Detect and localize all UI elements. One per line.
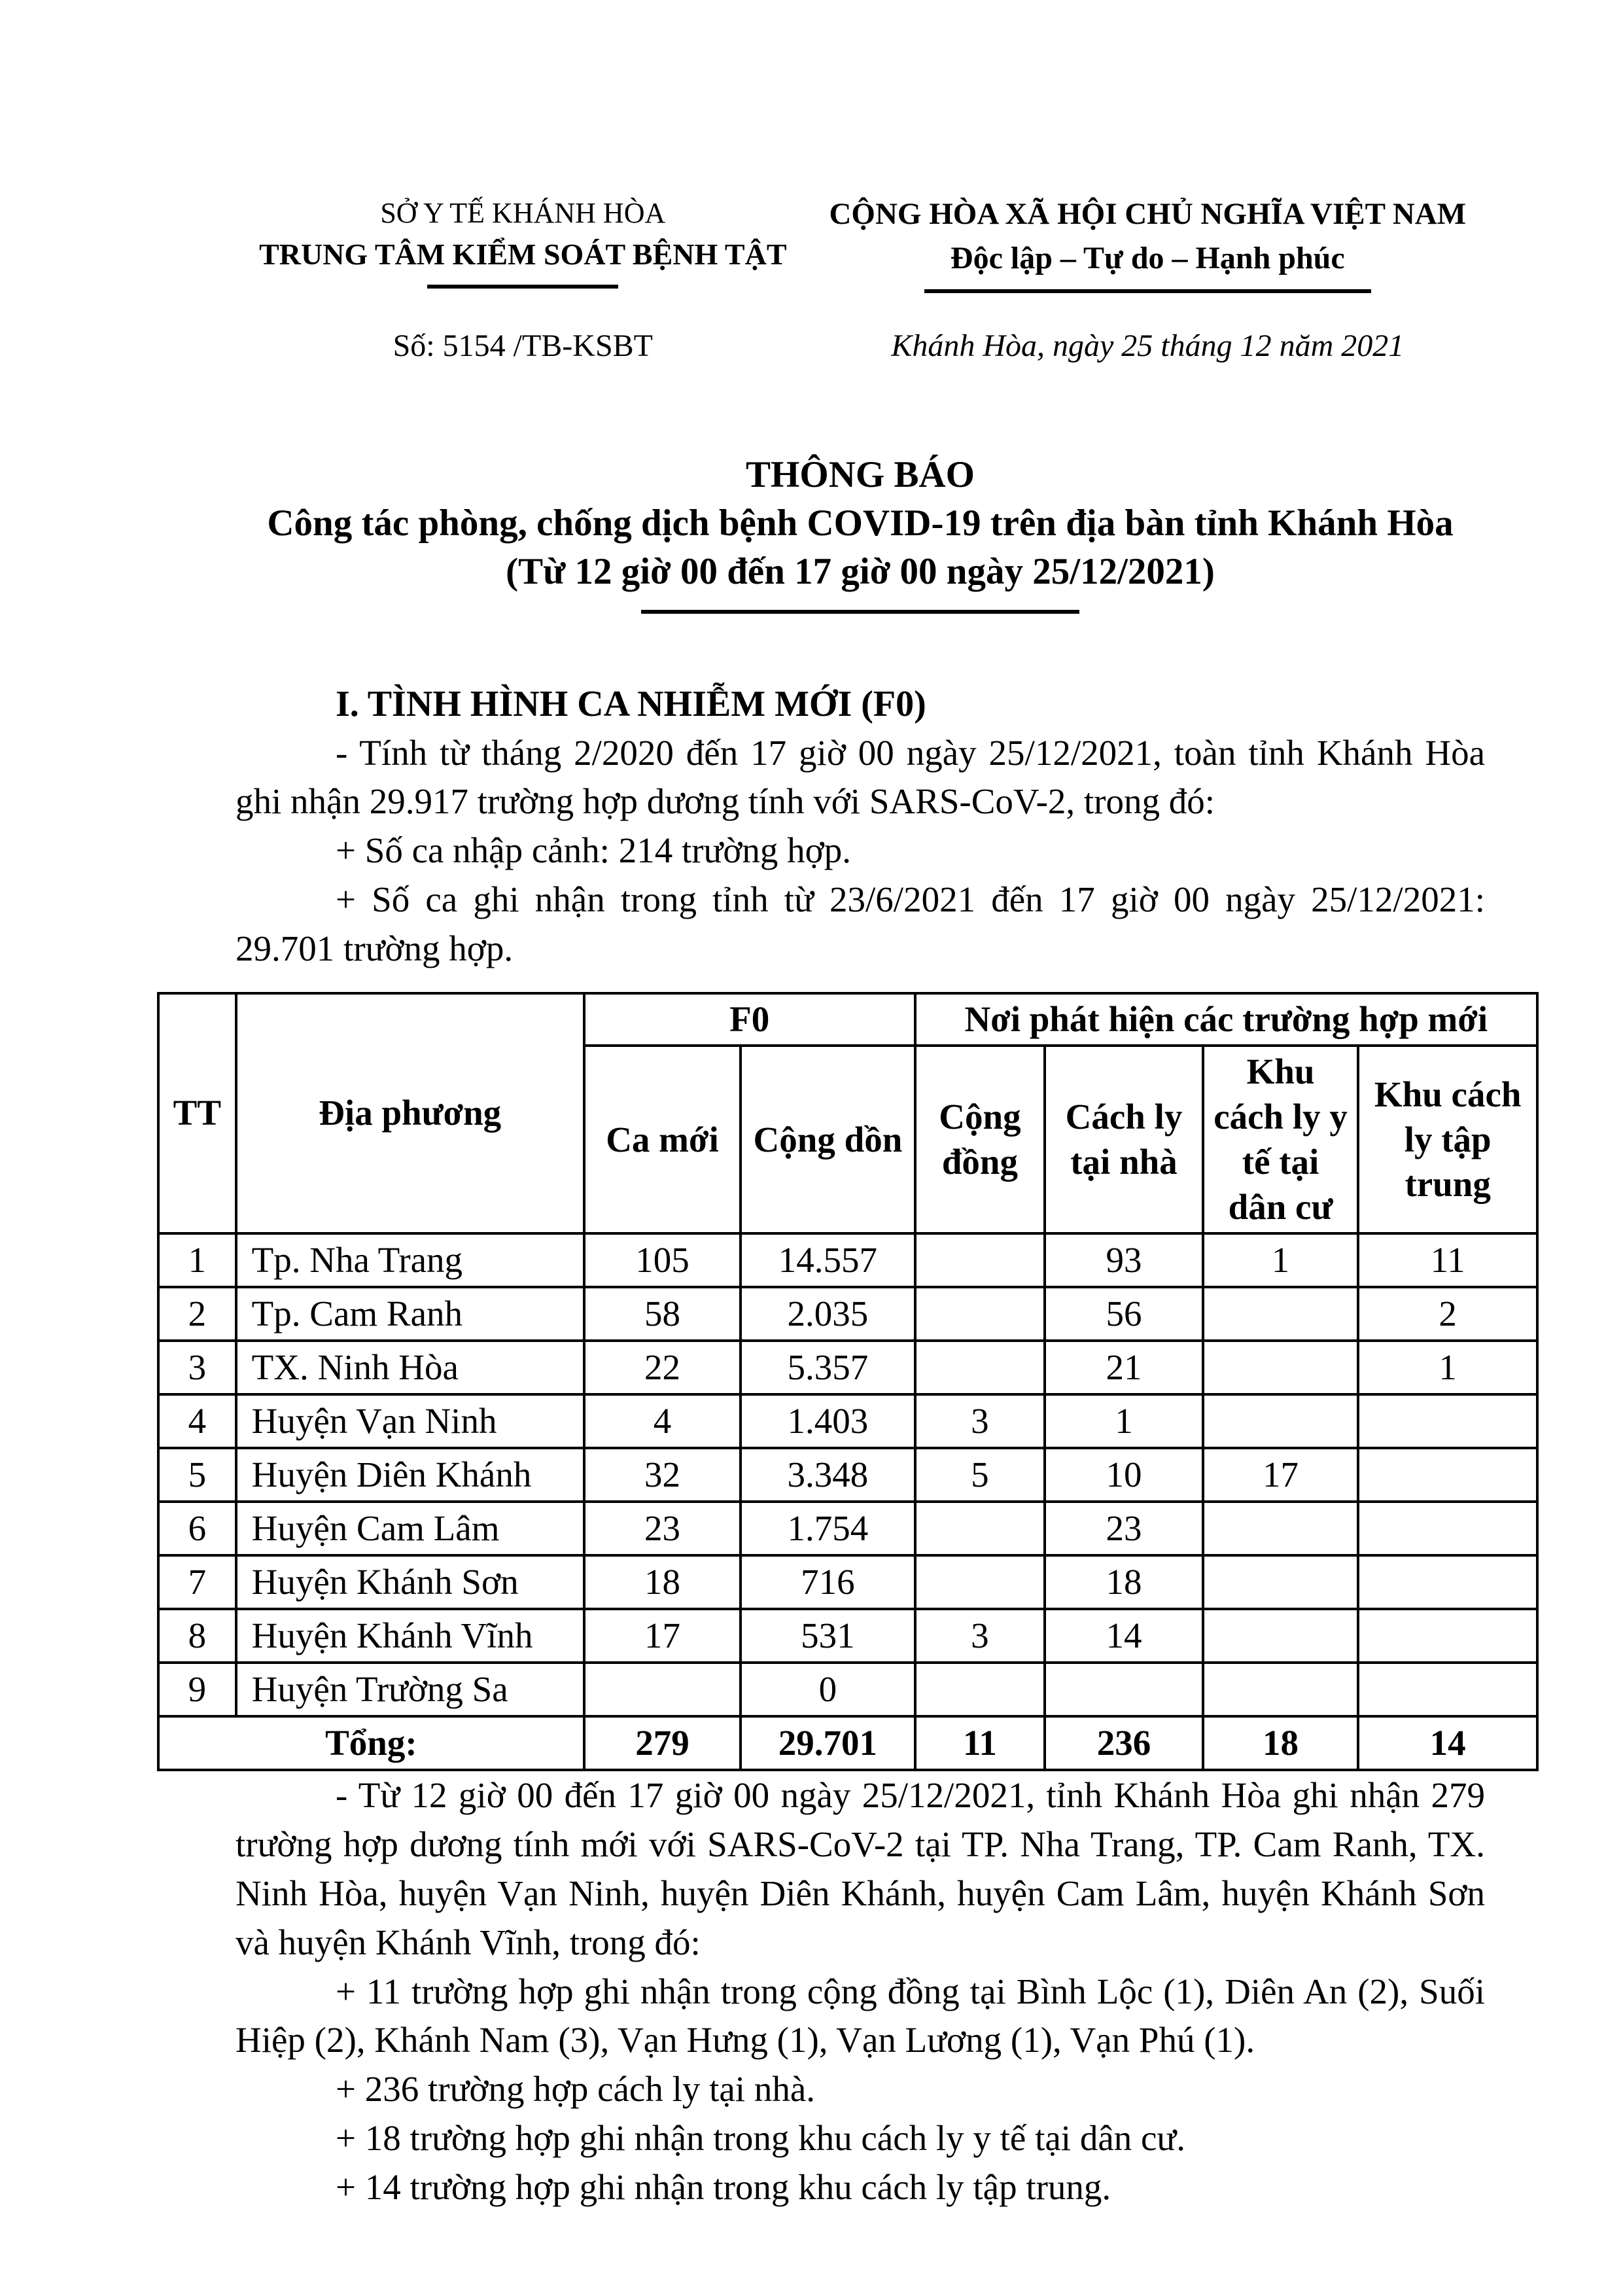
total-cong-don: 29.701 — [741, 1716, 915, 1770]
cell-khu-y-te — [1203, 1609, 1359, 1663]
cell-tt: 9 — [158, 1663, 236, 1716]
cell-cach-ly-nha: 14 — [1045, 1609, 1203, 1663]
cell-khu-y-te: 17 — [1203, 1448, 1359, 1502]
country-name: CỘNG HÒA XÃ HỘI CHỦ NGHĨA VIỆT NAM — [829, 197, 1467, 231]
cell-name: TX. Ninh Hòa — [236, 1341, 584, 1394]
document-subtitle-line2: (Từ 12 giờ 00 đến 17 giờ 00 ngày 25/12/2021) — [506, 551, 1215, 593]
cell-tt: 7 — [158, 1555, 236, 1609]
header-cong-don: Cộng dồn — [741, 1046, 915, 1233]
section-1-paragraph-1: - Tính từ tháng 2/2020 đến 17 giờ 00 ngày 25/12/2021, toàn tỉnh Khánh Hòa ghi nhận 29.917 trường hợp dương tính với SARS-CoV-2, trong đó: — [236, 732, 1485, 822]
cell-ca-moi: 58 — [584, 1287, 741, 1341]
cell-tt: 2 — [158, 1287, 236, 1341]
title-block — [236, 451, 1485, 613]
cell-khu-y-te — [1203, 1663, 1359, 1716]
motto-underline — [924, 289, 1371, 293]
cell-cong-dong: 3 — [915, 1394, 1045, 1448]
cell-khu-y-te: 1 — [1203, 1233, 1359, 1287]
parent-agency-name: SỞ Y TẾ KHÁNH HÒA — [380, 197, 666, 229]
summary-paragraph-5: + 14 trường hợp ghi nhận trong khu cách ly tập trung. — [336, 2166, 1111, 2207]
cell-tt: 3 — [158, 1341, 236, 1394]
cell-name: Huyện Cam Lâm — [236, 1502, 584, 1555]
table-row — [158, 1394, 1537, 1448]
cell-khu-y-te — [1203, 1341, 1359, 1394]
cell-ca-moi: 4 — [584, 1394, 741, 1448]
national-motto-block — [811, 193, 1485, 293]
table-row — [158, 1663, 1537, 1716]
header-cach-ly-tai-nha: Cách ly tại nhà — [1045, 1046, 1203, 1233]
cell-cong-dong — [915, 1287, 1045, 1341]
cell-cong-don: 14.557 — [741, 1233, 915, 1287]
table-total-row — [158, 1716, 1537, 1770]
table-row — [158, 1448, 1537, 1502]
cell-khu-tap-trung: 11 — [1358, 1233, 1537, 1287]
table-header-row-1 — [158, 993, 1537, 1046]
total-cong-dong: 11 — [915, 1716, 1045, 1770]
cell-cong-don: 3.348 — [741, 1448, 915, 1502]
cell-ca-moi: 32 — [584, 1448, 741, 1502]
cell-khu-tap-trung — [1358, 1394, 1537, 1448]
document-number: Số: 5154 /TB-KSBT — [393, 328, 653, 363]
document-title: THÔNG BÁO — [746, 454, 975, 496]
document-subtitle-line1: Công tác phòng, chống dịch bệnh COVID-19 trên địa bàn tỉnh Khánh Hòa — [267, 503, 1454, 544]
cell-khu-y-te — [1203, 1555, 1359, 1609]
cell-cong-don: 5.357 — [741, 1341, 915, 1394]
cell-khu-tap-trung — [1358, 1448, 1537, 1502]
cell-cong-don: 716 — [741, 1555, 915, 1609]
cell-cong-dong — [915, 1341, 1045, 1394]
agency-underline — [427, 285, 618, 289]
cell-cong-don: 1.754 — [741, 1502, 915, 1555]
cell-khu-tap-trung — [1358, 1663, 1537, 1716]
cell-name: Huyện Khánh Sơn — [236, 1555, 584, 1609]
table-row — [158, 1287, 1537, 1341]
cell-cach-ly-nha: 1 — [1045, 1394, 1203, 1448]
national-motto: Độc lập – Tự do – Hạnh phúc — [950, 240, 1345, 275]
summary-paragraph-4: + 18 trường hợp ghi nhận trong khu cách ly y tế tại dân cư. — [336, 2118, 1185, 2158]
total-cach-ly-nha: 236 — [1045, 1716, 1203, 1770]
cell-cach-ly-nha: 23 — [1045, 1502, 1203, 1555]
cell-khu-tap-trung — [1358, 1555, 1537, 1609]
summary-paragraph-3: + 236 trường hợp cách ly tại nhà. — [336, 2069, 815, 2110]
cell-khu-tap-trung — [1358, 1502, 1537, 1555]
cell-name: Huyện Khánh Vĩnh — [236, 1609, 584, 1663]
header-f0-group: F0 — [584, 993, 915, 1046]
cell-cach-ly-nha — [1045, 1663, 1203, 1716]
section-1-heading: I. TÌNH HÌNH CA NHIỄM MỚI (F0) — [336, 683, 926, 724]
cell-cach-ly-nha: 56 — [1045, 1287, 1203, 1341]
cell-khu-tap-trung — [1358, 1609, 1537, 1663]
agency-name: TRUNG TÂM KIỂM SOÁT BỆNH TẬT — [259, 237, 787, 271]
header-tt: TT — [158, 993, 236, 1234]
cell-ca-moi: 18 — [584, 1555, 741, 1609]
cell-ca-moi: 23 — [584, 1502, 741, 1555]
cell-name: Huyện Vạn Ninh — [236, 1394, 584, 1448]
cell-tt: 4 — [158, 1394, 236, 1448]
table-row — [158, 1233, 1537, 1287]
table-body — [158, 1233, 1537, 1770]
summary-paragraph-2: + 11 trường hợp ghi nhận trong cộng đồng tại Bình Lộc (1), Diên An (2), Suối Hiệp (2), Khánh Nam (3), Vạn Hưng (1), Vạn Lương (1), Vạn Phú (1). — [236, 1971, 1485, 2060]
national-header — [236, 193, 1485, 293]
cell-khu-y-te — [1203, 1287, 1359, 1341]
total-khu-y-te: 18 — [1203, 1716, 1359, 1770]
cell-name: Huyện Diên Khánh — [236, 1448, 584, 1502]
cell-name: Tp. Cam Ranh — [236, 1287, 584, 1341]
header-khu-cach-ly-y-te: Khu cách ly y tế tại dân cư — [1203, 1046, 1359, 1233]
cell-tt: 5 — [158, 1448, 236, 1502]
header-cong-dong: Cộng đồng — [915, 1046, 1045, 1233]
cell-khu-tap-trung: 2 — [1358, 1287, 1537, 1341]
header-dia-phuong: Địa phương — [236, 993, 584, 1234]
cell-name: Tp. Nha Trang — [236, 1233, 584, 1287]
cell-tt: 1 — [158, 1233, 236, 1287]
cell-cach-ly-nha: 21 — [1045, 1341, 1203, 1394]
cell-name: Huyện Trường Sa — [236, 1663, 584, 1716]
cell-tt: 6 — [158, 1502, 236, 1555]
number-date-row — [236, 325, 1485, 367]
cell-ca-moi — [584, 1663, 741, 1716]
cell-ca-moi: 105 — [584, 1233, 741, 1287]
cell-cong-dong: 5 — [915, 1448, 1045, 1502]
section-1-paragraph-2: + Số ca nhập cảnh: 214 trường hợp. — [336, 830, 852, 871]
header-noi-phat-hien-group: Nơi phát hiện các trường hợp mới — [915, 993, 1537, 1046]
cell-cong-don: 2.035 — [741, 1287, 915, 1341]
cell-cong-don: 1.403 — [741, 1394, 915, 1448]
cell-cong-dong — [915, 1663, 1045, 1716]
cell-cong-dong — [915, 1502, 1045, 1555]
cell-cong-dong — [915, 1555, 1045, 1609]
header-khu-cach-ly-tap-trung: Khu cách ly tập trung — [1358, 1046, 1537, 1233]
total-ca-moi: 279 — [584, 1716, 741, 1770]
cell-tt: 8 — [158, 1609, 236, 1663]
cell-cach-ly-nha: 10 — [1045, 1448, 1203, 1502]
table-row — [158, 1341, 1537, 1394]
cell-khu-y-te — [1203, 1394, 1359, 1448]
table-header — [158, 993, 1537, 1234]
cell-khu-y-te — [1203, 1502, 1359, 1555]
covid-cases-table — [157, 992, 1539, 1772]
cell-cong-don: 531 — [741, 1609, 915, 1663]
header-ca-moi: Ca mới — [584, 1046, 741, 1233]
table-row — [158, 1502, 1537, 1555]
cell-cong-don: 0 — [741, 1663, 915, 1716]
summary-paragraph-1: - Từ 12 giờ 00 đến 17 giờ 00 ngày 25/12/2021, tỉnh Khánh Hòa ghi nhận 279 trường hợp dương tính mới với SARS-CoV-2 tại TP. Nha Trang, TP. Cam Ranh, TX. Ninh Hòa, huyện Vạn Ninh, huyện Diên Khánh, huyện Cam Lâm, huyện Khánh Sơn và huyện Khánh Vĩnh, trong đó: — [236, 1775, 1485, 1962]
cell-cong-dong — [915, 1233, 1045, 1287]
total-label: Tổng: — [158, 1716, 584, 1770]
issuing-agency-block — [236, 193, 811, 293]
cell-cach-ly-nha: 18 — [1045, 1555, 1203, 1609]
title-divider — [641, 610, 1079, 614]
section-1-paragraph-3: + Số ca ghi nhận trong tỉnh từ 23/6/2021 đến 17 giờ 00 ngày 25/12/2021: 29.701 trường hợp. — [236, 879, 1485, 968]
cell-cong-dong: 3 — [915, 1609, 1045, 1663]
place-and-date: Khánh Hòa, ngày 25 tháng 12 năm 2021 — [891, 328, 1405, 363]
table-row — [158, 1555, 1537, 1609]
cell-ca-moi: 22 — [584, 1341, 741, 1394]
table-row — [158, 1609, 1537, 1663]
cell-ca-moi: 17 — [584, 1609, 741, 1663]
total-khu-tap-trung: 14 — [1358, 1716, 1537, 1770]
document-content — [173, 193, 1522, 2212]
cell-cach-ly-nha: 93 — [1045, 1233, 1203, 1287]
cell-khu-tap-trung: 1 — [1358, 1341, 1537, 1394]
